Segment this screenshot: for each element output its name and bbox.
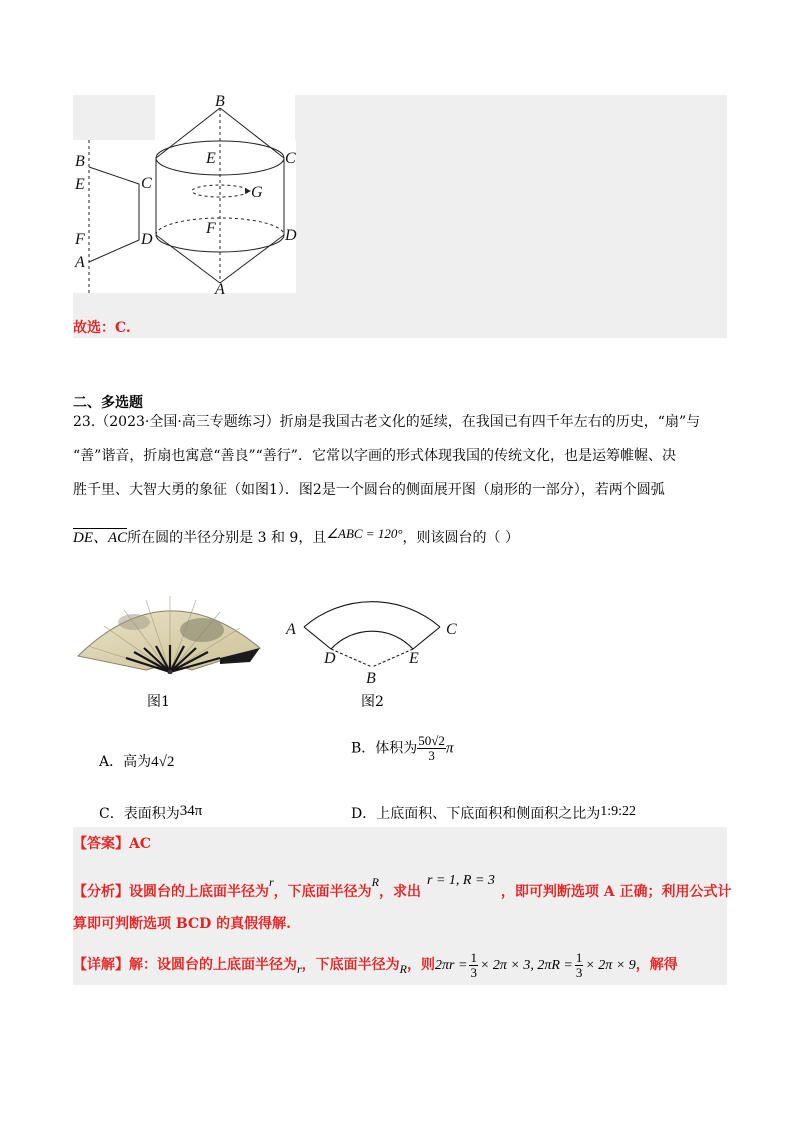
option-C[interactable] bbox=[99, 803, 202, 823]
figure-2-caption: 图2 bbox=[361, 694, 384, 710]
detail-text-1: 解：设圆台的上底面半径为 bbox=[129, 957, 297, 973]
detail-frac-1 bbox=[469, 951, 478, 980]
option-D-math: 1:9:22 bbox=[600, 804, 637, 819]
question-number: 23. bbox=[73, 414, 96, 430]
label-D-left: D bbox=[141, 231, 153, 248]
answer-tag: 【答案】 bbox=[73, 836, 129, 852]
analysis-eq: r = 1, R = 3 bbox=[427, 873, 495, 888]
analysis-line-2: 算即可判断选项 BCD 的真假得解. bbox=[73, 916, 291, 932]
option-D[interactable] bbox=[351, 803, 636, 823]
fig2-label-A: A bbox=[286, 621, 296, 638]
option-A[interactable] bbox=[99, 751, 174, 771]
label-A-left: A bbox=[75, 254, 85, 271]
figure-solid-of-revolution bbox=[73, 95, 298, 295]
detail-equation bbox=[435, 949, 636, 980]
question-line-1 bbox=[73, 412, 700, 432]
detail-frac-1-num: 1 bbox=[470, 949, 477, 965]
figure-2-sector bbox=[280, 575, 470, 690]
detail-frac-1-den: 3 bbox=[470, 964, 477, 980]
option-C-math: 34π bbox=[179, 803, 203, 819]
detail-text-3: ，则 bbox=[407, 957, 436, 973]
detail-r: r bbox=[297, 962, 302, 976]
option-B-fraction bbox=[417, 734, 446, 763]
detail-text-4: ，解得 bbox=[635, 957, 678, 973]
option-B[interactable] bbox=[351, 734, 453, 763]
figure-1-caption: 图1 bbox=[147, 694, 170, 710]
detail-eq-part-3: × 2π × 9 bbox=[585, 958, 636, 973]
detail-line-1 bbox=[73, 950, 678, 984]
option-B-label: B．体积为 bbox=[351, 740, 418, 757]
option-A-label: A．高为 bbox=[99, 754, 152, 770]
answer-line bbox=[73, 834, 151, 854]
fig2-label-D: D bbox=[324, 650, 336, 667]
analysis-r: r bbox=[269, 875, 274, 889]
answer-value: AC bbox=[129, 836, 152, 852]
analysis-tag: 【分析】 bbox=[73, 884, 129, 900]
question-line-3: 胜千里、大智大勇的象征（如图1）．图2是一个圆台的侧面展开图（扇形的一部分），若两个圆弧 bbox=[73, 482, 665, 498]
detail-eq-part-1: 2πr = bbox=[435, 958, 468, 973]
option-B-den: 3 bbox=[428, 748, 435, 763]
question-text-1: 折扇是我国古老文化的延续，在我国已有四千年左右的历史，“扇”与 bbox=[279, 414, 701, 430]
fig2-label-E: E bbox=[409, 650, 419, 667]
label-F-mid: F bbox=[206, 220, 216, 237]
label-B-left: B bbox=[75, 153, 85, 170]
analysis-text-4: ，即可判断选项 A 正确；利用公式计 bbox=[500, 884, 732, 900]
question-source: （2023·全国·高三专题练习） bbox=[95, 414, 280, 430]
figure-1-folding-fan bbox=[74, 588, 264, 674]
label-F-left: F bbox=[75, 231, 85, 248]
detail-frac-2-num: 1 bbox=[575, 949, 583, 965]
label-E-left: E bbox=[75, 176, 85, 193]
detail-tag: 【详解】 bbox=[73, 957, 129, 973]
question-text-4a: 所在圆的半径分别是 3 和 9，且 bbox=[127, 530, 327, 546]
detail-text-2: ，下底面半径为 bbox=[301, 957, 400, 973]
label-D-right: D bbox=[285, 227, 297, 244]
label-A-bottom: A bbox=[215, 281, 225, 295]
question-line-4 bbox=[73, 524, 519, 548]
analysis-text-3: ，求出 bbox=[379, 884, 422, 900]
label-G: G bbox=[251, 184, 263, 201]
detail-frac-2-den: 3 bbox=[575, 964, 583, 980]
label-C-right: C bbox=[285, 150, 296, 167]
detail-eq-part-2: × 2π × 3, 2πR = bbox=[479, 958, 573, 973]
prev-answer-text: 故选：C. bbox=[73, 320, 131, 336]
label-E-mid: E bbox=[206, 150, 216, 167]
option-D-label: D．上底面积、下底面积和侧面积之比为 bbox=[351, 806, 601, 822]
detail-frac-2 bbox=[575, 951, 584, 980]
fig2-label-C: C bbox=[446, 621, 457, 638]
section-title: 二、多选题 bbox=[73, 395, 143, 411]
analysis-R: R bbox=[371, 875, 380, 889]
label-C-left: C bbox=[141, 175, 152, 192]
option-C-label: C．表面积为 bbox=[99, 806, 180, 822]
question-line-2: “善”谐音，折扇也寓意“善良”“善行”．它常以字画的形式体现我国的传统文化，也是运筹帷幄、决 bbox=[73, 448, 676, 464]
option-B-pi: π bbox=[445, 740, 454, 757]
option-A-math: 4√2 bbox=[151, 754, 175, 770]
question-text-4b: ，则该圆台的（ ） bbox=[402, 530, 519, 546]
detail-R: R bbox=[399, 962, 408, 976]
analysis-line-1 bbox=[73, 866, 732, 907]
option-B-num: 50√2 bbox=[418, 733, 445, 748]
arc-labels: DE、AC bbox=[73, 530, 128, 546]
fig2-label-B: B bbox=[366, 670, 376, 687]
analysis-text-2: ，下底面半径为 bbox=[273, 884, 372, 900]
label-B-top: B bbox=[215, 95, 225, 110]
analysis-text-1: 设圆台的上底面半径为 bbox=[129, 884, 269, 900]
angle-math: ∠ABC = 120° bbox=[326, 526, 403, 541]
